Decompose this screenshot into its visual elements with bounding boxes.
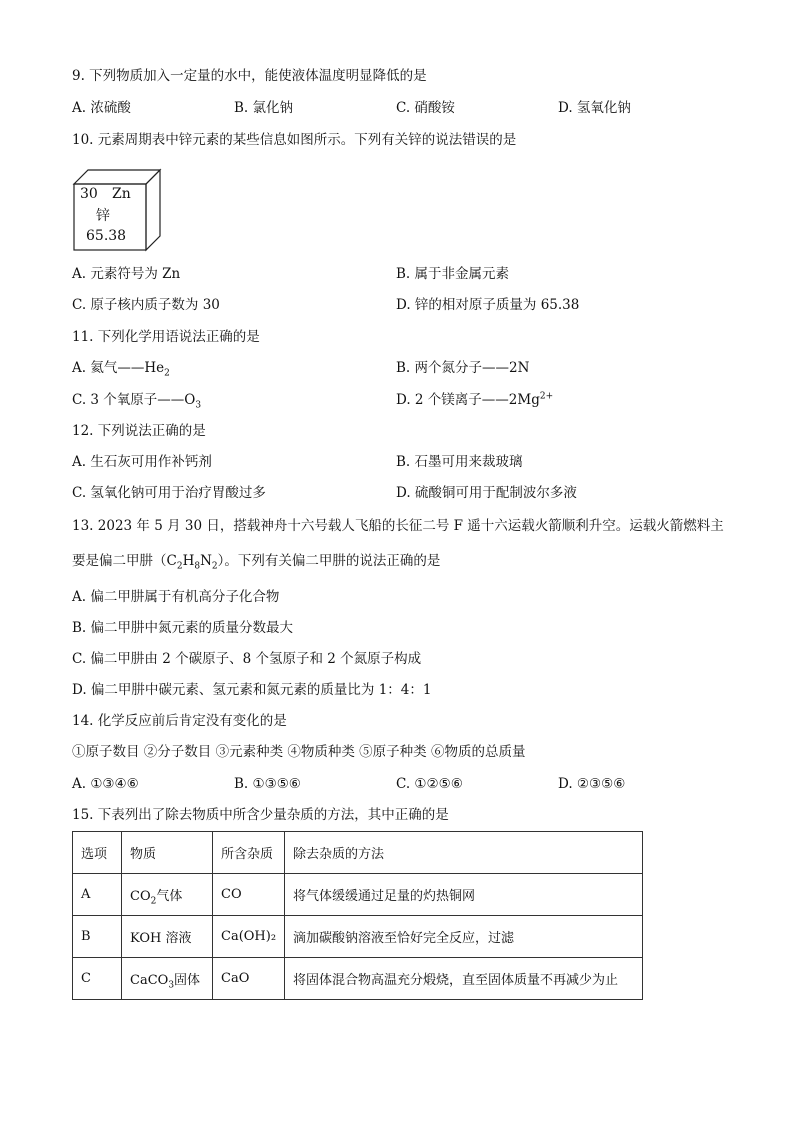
cell-impurity: CO [213,874,285,916]
q14-option-c: C. ①②⑤⑥ [396,776,463,792]
q11-c-text: C. 3 个氧原子——O [72,392,196,408]
cell-impurity: Ca(OH)₂ [213,916,285,958]
q13-option-b: B. 偏二甲肼中氮元素的质量分数最大 [72,620,294,636]
header-substance: 物质 [122,832,213,874]
cell-substance [122,916,213,958]
header-impurity: 所含杂质 [213,832,285,874]
header-option: 选项 [73,832,122,874]
q9-option-d: D. 氢氧化钠 [558,100,631,116]
table-row [73,958,643,1000]
q10-option-c: C. 原子核内质子数为 30 [72,297,220,313]
q13-stem-line2 [72,551,440,571]
q14-option-d: D. ②③⑤⑥ [558,776,626,792]
q11-a-subscript: 2 [164,368,170,379]
cell-method: 滴加碳酸钠溶液至恰好完全反应，过滤 [285,916,643,958]
q14-option-a: A. ①③④⑥ [72,776,139,792]
q12-option-c: C. 氢氧化钠可用于治疗胃酸过多 [72,485,266,501]
q11-stem: 11. 下列化学用语说法正确的是 [72,329,260,345]
cell-option: C [73,958,122,1000]
substance-subscript: 3 [168,980,175,991]
q10-option-a: A. 元素符号为 Zn [72,266,181,282]
cell-option: B [73,916,122,958]
cell-method: 将固体混合物高温充分煅烧，直至固体质量不再减少为止 [285,958,643,1000]
q11-option-d [396,390,553,410]
cell-impurity: CaO [213,958,285,1000]
atomic-mass: 65.38 [86,228,127,244]
q12-option-d: D. 硫酸铜可用于配制波尔多液 [396,485,577,501]
atomic-number: 30 [80,186,98,202]
cell-substance [122,958,213,1000]
cell-substance [122,874,213,916]
q14-option-b: B. ①③⑤⑥ [234,776,301,792]
q13-option-c: C. 偏二甲肼由 2 个碳原子、8 个氢原子和 2 个氮原子构成 [72,651,422,667]
q10-stem: 10. 元素周期表中锌元素的某些信息如图所示。下列有关锌的说法错误的是 [72,132,517,148]
formula-sub-c: 2 [176,561,183,572]
q13-stem-suffix: ）。下列有关偏二甲肼的说法正确的是 [217,553,441,569]
q13-stem-prefix: 要是偏二甲肼（C [72,553,177,569]
q9-option-b: B. 氯化钠 [234,100,294,116]
element-name: 锌 [96,208,110,224]
q10-option-b: B. 属于非金属元素 [396,266,510,282]
q9-option-c: C. 硝酸铵 [396,100,455,116]
q11-option-c [72,390,201,410]
q15-stem: 15. 下表列出了除去物质中所含少量杂质的方法，其中正确的是 [72,807,449,823]
q11-a-text: A. 氦气——He [72,360,165,376]
q15-table [72,831,643,1000]
formula-n: N [200,553,212,569]
header-method: 除去杂质的方法 [285,832,643,874]
substance-text: KOH 溶液 [130,931,192,946]
q11-option-a [72,358,170,378]
table-row [73,874,643,916]
substance-state: 固体 [174,973,201,988]
q11-d-superscript: 2+ [539,391,554,402]
q12-option-b: B. 石墨可用来裁玻璃 [396,454,523,470]
q9-stem: 9. 下列物质加入一定量的水中，能使液体温度明显降低的是 [72,68,427,84]
q12-option-a: A. 生石灰可用作补钙剂 [72,454,212,470]
q13-option-d: D. 偏二甲肼中碳元素、氢元素和氮元素的质量比为 1：4：1 [72,682,432,698]
q13-stem-line1: 13. 2023 年 5 月 30 日，搭载神舟十六号载人飞船的长征二号 F 遥十六运载火箭顺利升空。运载火箭燃料主 [72,518,724,534]
table-row [73,916,643,958]
q11-d-text: D. 2 个镁离子——2Mg [396,392,540,408]
q14-items: ①原子数目 ②分子数目 ③元素种类 ④物质种类 ⑤原子种类 ⑥物质的总质量 [72,744,526,760]
q9-option-a: A. 浓硫酸 [72,100,131,116]
formula-sub-h: 8 [194,561,201,572]
cell-method: 将气体缓缓通过足量的灼热铜网 [285,874,643,916]
q11-c-subscript: 3 [195,400,202,411]
q10-option-d: D. 锌的相对原子质量为 65.38 [396,297,580,313]
substance-text: CO [130,889,151,904]
q14-stem: 14. 化学反应前后肯定没有变化的是 [72,713,287,729]
substance-text: CaCO [130,973,169,988]
q12-stem: 12. 下列说法正确的是 [72,423,206,439]
formula-sub-n: 2 [211,561,218,572]
q11-option-b: B. 两个氮分子——2N [396,360,530,376]
formula-h: H [182,553,195,569]
substance-subscript: 2 [150,896,157,907]
element-symbol: Zn [112,186,131,202]
cell-option: A [73,874,122,916]
q13-option-a: A. 偏二甲肼属于有机高分子化合物 [72,589,280,605]
zinc-element-card [72,168,162,252]
table-header-row [73,832,643,874]
substance-state: 气体 [156,889,183,904]
